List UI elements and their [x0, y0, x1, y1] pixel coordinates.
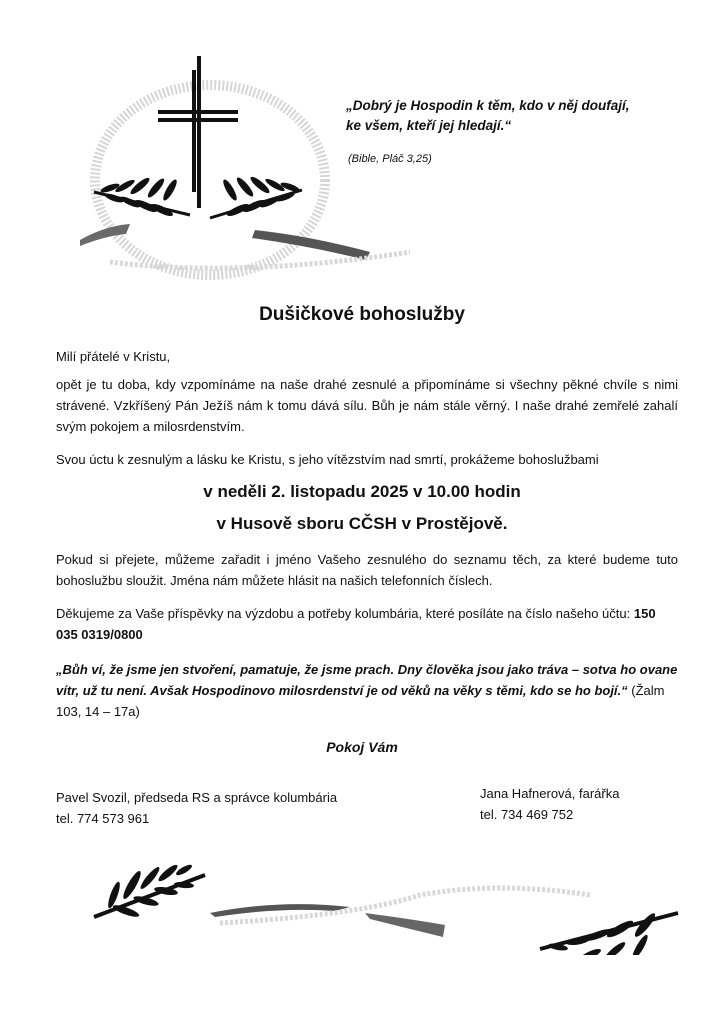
header-quote-source: (Bible, Pláč 3,25) — [348, 153, 432, 165]
event-date-time: v neděli 2. listopadu 2025 v 10.00 hodin — [203, 482, 521, 501]
signature-left-name: Pavel Svozil, předseda RS a správce kolumbária — [56, 790, 338, 805]
psalm-reference: (Žalm 103, 14 – 17a) — [56, 683, 665, 719]
account-number: 150 035 0319/0800 — [56, 606, 656, 642]
psalm-text: „Bůh ví, že jsme jen stvoření, pamatuje, že jsme prach. Dny člověka jsou jako tráva – sotva ho ovane vítr, už tu není. Avšak Hospodinovo milosrdenství je od věků na věky s těmi, kdo se ho bojí.“ — [56, 662, 678, 698]
signature-right — [480, 783, 619, 825]
donations-text: Děkujeme za Vaše příspěvky na výzdobu a potřeby kolumbária, které posíláte na číslo našeho účtu: — [56, 606, 634, 621]
laurel-right-icon — [210, 175, 302, 219]
paragraph-intro: opět je tu doba, kdy vzpomínáme na naše drahé zesnulé a připomínáme si všechny pěkné chvíle s nimi strávené. Vzkříšený Pán Ježíš nám k tomu dává sílu. Bůh je nám stále věrný. I naše drahé zemřelé zahalí svým pokojem a milosrdenstvím. — [56, 377, 678, 434]
header-quote-line2: ke všem, kteří jej hledají.“ — [346, 118, 512, 133]
closing-greeting: Pokoj Vám — [326, 739, 398, 755]
signature-right-name: Jana Hafnerová, farářka — [480, 786, 620, 801]
signature-left — [56, 787, 337, 829]
footer-swoosh-dark-left — [210, 904, 350, 917]
header-quote — [346, 96, 706, 136]
paragraph-donations — [56, 603, 678, 645]
footer-swoosh-dark-right — [365, 913, 445, 937]
paragraph-invitation: Svou úctu k zesnulým a lásku ke Kristu, s jeho vítězstvím nad smrtí, prokážeme bohoslužbami — [56, 452, 599, 467]
branch-left-icon — [94, 863, 205, 919]
header-quote-line1: „Dobrý je Hospodin k těm, kdo v něj doufají, — [346, 98, 630, 113]
signature-right-phone: tel. 734 469 752 — [480, 807, 574, 822]
paragraph-names: Pokud si přejete, můžeme zařadit i jméno Vašeho zesnulého do seznamu těch, za které budeme tuto bohoslužbu sloužit. Jména nám můžete hlásit na našich telefonních číslech. — [56, 552, 678, 588]
branch-right-icon — [540, 911, 678, 955]
laurel-left-icon — [94, 176, 190, 219]
page-title: Dušičkové bohoslužby — [259, 304, 465, 325]
cross-emblem — [80, 40, 440, 290]
event-place: v Husově sboru CČSH v Prostějově. — [216, 514, 508, 533]
salutation: Milí přátelé v Kristu, — [56, 349, 171, 364]
swoosh-right — [252, 230, 370, 260]
signature-left-phone: tel. 774 573 961 — [56, 811, 150, 826]
footer-ornament — [80, 845, 710, 955]
psalm-quote — [56, 659, 678, 722]
